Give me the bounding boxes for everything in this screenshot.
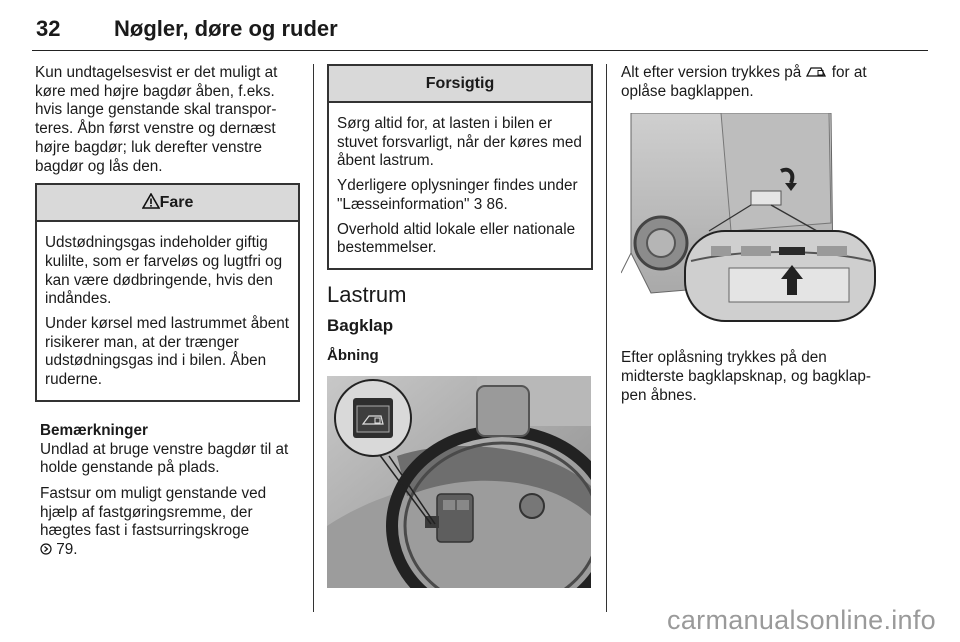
caution-paragraph-3: Overhold altid lokale eller nationale bestemmelser. [337, 220, 576, 257]
page-reference [40, 541, 300, 560]
page-number: 32 [36, 16, 61, 41]
reference-arrow-icon [40, 543, 52, 555]
column-divider [313, 64, 314, 612]
intro-paragraph: Kun undtagelsesvist er det muligt at køre med højre bagdør åben, f.eks. hvis lange genstande skal transporteres. Åbn først venstre og dernæst højre bagdør; luk derefter venstre bagdør og lås den. [35, 64, 278, 175]
tailgate-unlock-icon [805, 65, 827, 79]
subsection-title: Bagklap [327, 315, 394, 335]
caution-box [327, 64, 593, 270]
column-1 [35, 64, 300, 560]
column-divider [606, 64, 607, 612]
section-title: Lastrum [327, 281, 407, 307]
caution-paragraph-2: Yderligere oplysninger findes under "Læsseinformation" 3 86. [337, 177, 578, 213]
instruction-2: Efter oplåsning trykkes på den midterste bagklapsknap, og bagklappen åbnes. [621, 349, 872, 404]
notes-paragraph-1: Undlad at bruge venstre bagdør til at holde genstande på plads. [40, 440, 289, 477]
caution-paragraph-1: Sørg altid for, at lasten i bilen er stuvet forsvarligt, når der køres med åbent lastrum. [337, 115, 582, 170]
notes-block [35, 422, 300, 560]
danger-box [35, 183, 300, 402]
notes-paragraph-2: Fastsur om muligt genstande ved hjælp af fastgøringsremme, der hægtes fast i fastsurringskroge [40, 484, 267, 540]
notes-title: Bemærkninger [40, 421, 148, 439]
watermark: carmanualsonline.info [667, 605, 936, 635]
caution-box-header: Forsigtig [329, 66, 591, 103]
danger-paragraph-2: Under kørsel med lastrummet åbent risikerer man, at der trænger udstødningsgas ind i bilen. Åben ruderne. [45, 315, 289, 389]
warning-triangle-icon [142, 193, 160, 209]
danger-paragraph-1: Udstødningsgas indeholder giftig kulilte, som er farveløs og lugtfri og kan være dødbringende, hvis den indåndes. [45, 234, 283, 308]
instruction-1-end: for at oplåse bagklappen. [621, 64, 867, 100]
door-panel-illustration [327, 376, 591, 588]
column-2 [327, 64, 593, 588]
subsubsection-title: Åbning [327, 347, 379, 365]
danger-box-header [37, 185, 298, 222]
instruction-1-start: Alt efter version trykkes på [621, 64, 802, 81]
column-3 [621, 64, 891, 413]
page-title: Nøgler, døre og ruder [114, 16, 338, 41]
page-header [32, 0, 928, 51]
page-reference-number: 79. [56, 541, 78, 559]
danger-title: Fare [159, 194, 194, 212]
tailgate-illustration [621, 113, 885, 325]
